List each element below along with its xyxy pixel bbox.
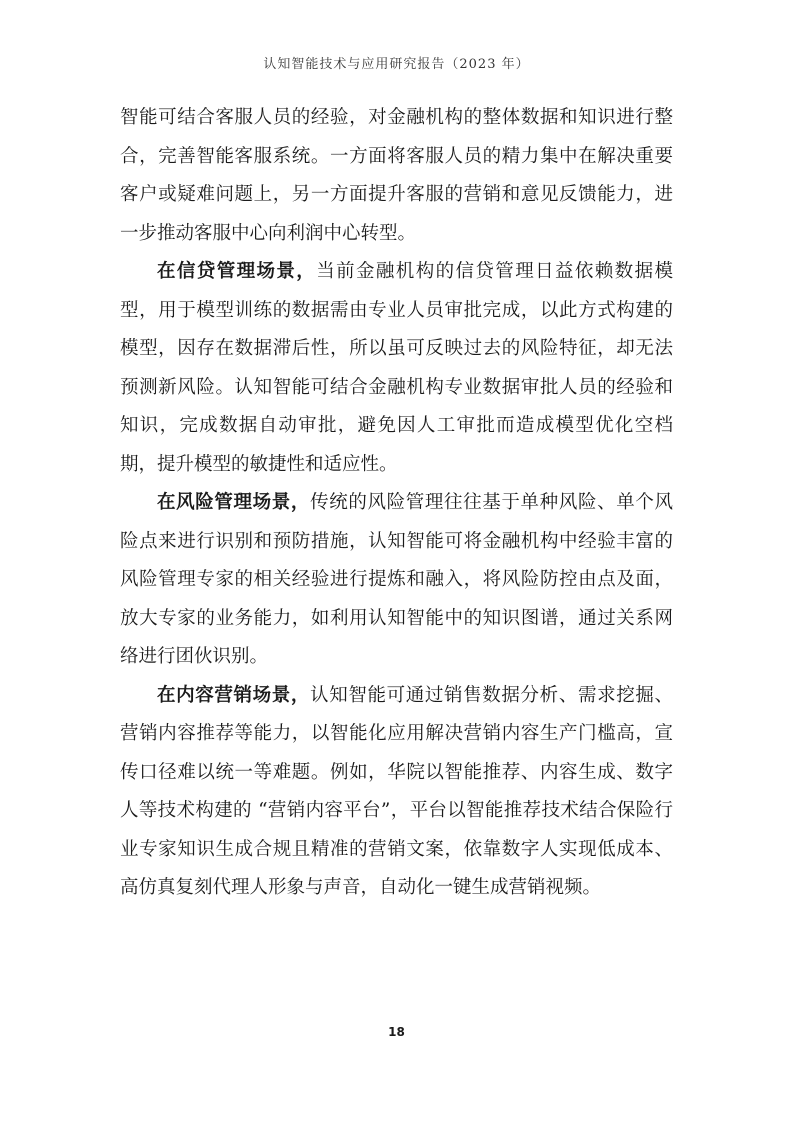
paragraph-lead: 在信贷管理场景， — [157, 261, 317, 282]
paragraph-lead: 在风险管理场景， — [157, 492, 311, 513]
paragraph-customer-service — [120, 99, 673, 253]
paragraph-risk-management — [120, 484, 673, 677]
paragraph-text: 传统的风险管理往往基于单种风险、单个风险点来进行识别和预防措施，认知智能可将金融机构中经验丰富的风险管理专家的相关经验进行提炼和融入，将风险防控由点及面，放大专家的业务能力，如利用认知智能中的知识图谱，通过关系网络进行团伙识别。 — [120, 492, 673, 667]
paragraph-text: 智能可结合客服人员的经验，对金融机构的整体数据和知识进行整合，完善智能客服系统。一方面将客服人员的精力集中在解决重要客户或疑难问题上，另一方面提升客服的营销和意见反馈能力，进一步推动客服中心向利润中心转型。 — [120, 107, 673, 244]
paragraph-text: 认知智能可通过销售数据分析、需求挖掘、营销内容推荐等能力，以智能化应用解决营销内容生产门槛高，宣传口径难以统一等难题。例如，华院以智能推荐、内容生成、数字人等技术构建的 “营销内容平台”，平台以智能推荐技术结合保险行业专家知识生成合规且精准的营销文案，依靠数字人实现低成本、高仿真复刻代理人形象与声音，自动化一键生成营销视频。 — [120, 684, 673, 898]
paragraph-lead: 在内容营销场景， — [157, 684, 311, 706]
paragraph-content-marketing — [120, 677, 673, 908]
running-header: 认知智能技术与应用研究报告（2023 年） — [263, 57, 530, 72]
paragraph-text: 当前金融机构的信贷管理日益依赖数据模型，用于模型训练的数据需由专业人员审批完成，以此方式构建的模型，因存在数据滞后性，所以虽可反映过去的风险特征，却无法预测新风险。认知智能可结合金融机构专业数据审批人员的经验和知识，完成数据自动审批，避免因人工审批而造成模型优化空档期，提升模型的敏捷性和适应性。 — [120, 261, 673, 475]
page-number: 18 — [388, 1025, 405, 1039]
body-content — [120, 99, 673, 908]
paragraph-credit-management — [120, 253, 673, 484]
